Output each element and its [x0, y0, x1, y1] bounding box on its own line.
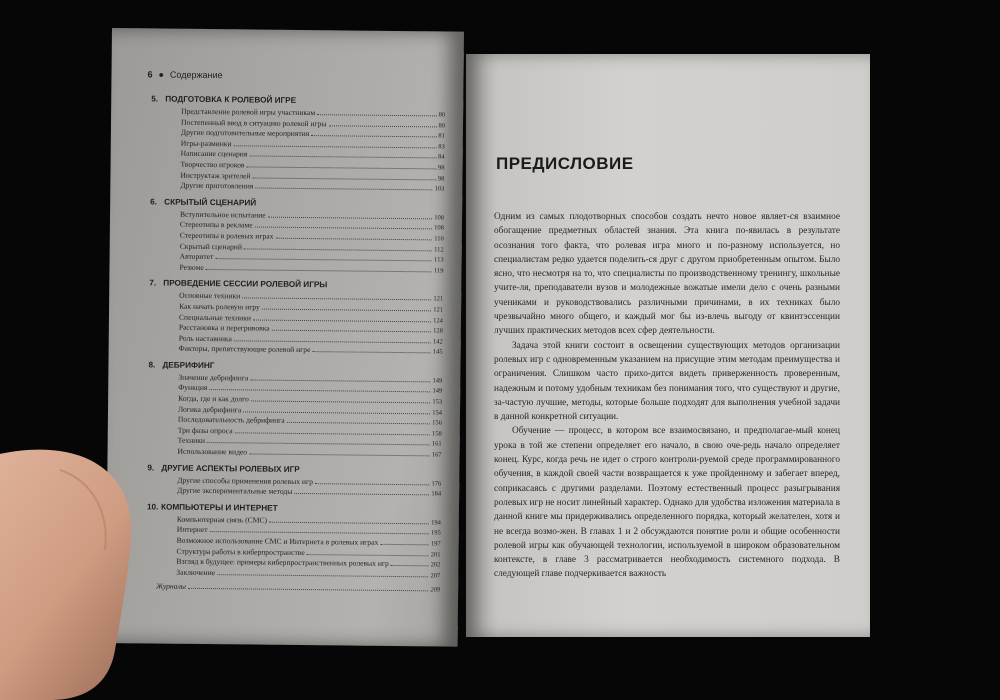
leader-dots	[234, 340, 431, 343]
entry-title: Три фазы опроса	[177, 425, 233, 436]
leader-dots	[242, 298, 431, 301]
entry-title: Стереотипы в ролевых играх	[179, 230, 274, 241]
entry-page: 142	[432, 338, 443, 346]
entry-page: 124	[433, 316, 443, 324]
entry-page: 149	[432, 377, 443, 385]
toc-entry	[146, 567, 440, 581]
chapter-title: ДРУГИЕ АСПЕКТЫ РОЛЕВЫХ ИГР	[161, 463, 300, 474]
preface-heading: ПРЕДИСЛОВИЕ	[496, 154, 634, 173]
toc-entry	[147, 486, 441, 500]
entry-title: Постепенный ввод в ситуацию ролевой игры	[180, 117, 327, 128]
entry-title: Когда, где и как долго	[178, 393, 249, 404]
entry-page: 154	[432, 409, 443, 417]
entry-page: 113	[434, 256, 444, 264]
left-page	[106, 28, 464, 647]
entry-page: 83	[438, 143, 445, 151]
entry-title: Другие подготовительные мероприятия	[180, 127, 310, 139]
leader-dots	[250, 379, 430, 382]
entry-title: Инструктаж зрителей	[180, 170, 251, 181]
leader-dots	[234, 145, 437, 148]
preface-body	[494, 210, 840, 582]
hand-image	[0, 440, 140, 700]
right-page	[466, 54, 870, 637]
entry-title: Расстановка и перегривовка	[178, 322, 270, 333]
chapter-number: 8.	[148, 360, 156, 370]
entry-title: Стереотипы в рекламе	[179, 220, 253, 230]
leader-dots	[380, 544, 429, 546]
leader-dots	[255, 227, 433, 230]
entry-title: Компьютерная связь (СМС)	[176, 514, 268, 525]
running-head	[147, 69, 222, 80]
leader-dots	[307, 554, 429, 556]
leader-dots	[391, 565, 429, 566]
leader-dots	[217, 574, 429, 577]
journal-title: Журналы	[156, 581, 187, 592]
entry-title: Использование видео	[177, 446, 248, 457]
leader-dots	[253, 177, 436, 180]
bullet-icon: ●	[158, 69, 165, 80]
chapter-number: 10.	[146, 502, 159, 512]
entry-page: 201	[430, 550, 441, 559]
entry-title: Другие способы применения ролевых игр	[177, 475, 313, 486]
toc-entry	[148, 446, 442, 460]
running-head-title: Содержание	[169, 69, 223, 81]
entry-title: Интернет	[176, 525, 208, 535]
entry-title: Взгляд в будущее: примеры киберпространственных ролевых игр	[176, 556, 389, 569]
leader-dots	[255, 188, 432, 191]
leader-dots	[249, 453, 430, 456]
toc-entry	[149, 344, 443, 358]
leader-dots	[269, 521, 429, 524]
entry-page: 207	[430, 572, 441, 580]
leader-dots	[207, 442, 430, 445]
entry-page: 149	[432, 387, 443, 395]
entry-page: 184	[431, 490, 442, 498]
paragraph: Задача этой книги состоит в освещении существующих методов организации ролевых игр с одновременным указанием на присущие этим методам преимущества и ограничения. Слишком часто прихо-дится видеть приверженность проверенным, надежным и потому удобным техникам без понимания того, что существуют и другие, за-частую лучшие, методы, которые больше подходят для выполнения учебной задачи в данной конкретной ситуации.	[494, 340, 840, 423]
entry-page: 158	[431, 430, 442, 438]
entry-page: 156	[432, 419, 442, 427]
entry-page: 197	[430, 540, 441, 548]
leader-dots	[243, 411, 430, 414]
journal-page: 209	[430, 586, 441, 594]
leader-dots	[188, 588, 428, 592]
entry-page: 195	[430, 529, 441, 537]
entry-title: Скрытый сценарий	[179, 241, 242, 251]
entry-page: 128	[433, 327, 443, 335]
entry-title: Заключение	[176, 567, 216, 577]
entry-title: Функция	[178, 383, 208, 393]
entry-title: Факторы, препятствующие ролевой игре	[178, 343, 311, 355]
chapter-number: 5.	[151, 94, 159, 104]
chapter-number: 9.	[147, 463, 155, 473]
entry-page: 112	[434, 245, 444, 254]
entry-title: Как начать ролевую игру	[179, 301, 260, 312]
paragraph: Обучение — процесс, в котором все взаимосвязано, и предполагае-мый конец урока в той же степени определяет его начало, в свою оче-редь начало определяет конец. Курс, когда речь не идет о строго контроли-руемой среде программированного обучения, в каждой своей части возвращается к уже пройденному и забегает вперед, соприкасаясь с другими разделами. Поэтому естественный процесс разыгрывания ролевых игр не носит линейный характер. Однако для удобства изложения материала в данной книге мы придерживались определенного порядка, который желателен, хотя и не всегда возмо-жен. В главах 1 и 2 обсуждаются понятие роли и общие особенности ролевой игры как обучающей технологии, используемой в широком образовательном контексте, в главе 3 рассматривается необходимость системного подхода. В следующей главе подчеркивается важность	[494, 426, 840, 580]
entry-page: 81	[438, 132, 445, 140]
entry-page: 121	[433, 306, 444, 314]
chapter-title: ДЕБРИФИНГ	[162, 360, 215, 370]
paragraph: Одним из самых плодотворных способов создать нечто новое являет-ся взаимное обогащение предметных областей знания. Эта книга по-явилась в результате осознания того факта, что ролевая игра много и по-разному используется, но специалистам редко удается поделить-ся друг с другом приобретенным опытом. Было ясно, что несмотря на то, что специалисты по производственному тренингу, школьные учите-ля, преподаватели вузов и молодежные вожатые имели дело с очень разными учениками и руководствовались различными причинами, в их техниках было чрезвычайно много общего, и каждый мог бы из-влечь выгоду от квинтэссенции лучших практических методов всех сфер деятельности.	[494, 212, 840, 337]
entry-title: Специальные техники	[178, 312, 252, 322]
entry-page: 108	[434, 214, 445, 222]
entry-title: Другие экспериментальные методы	[177, 485, 293, 497]
entry-title: Возможное использование СМС и Интернета в ролевых играх	[176, 535, 379, 547]
entry-title: Последовательность дебрифинга	[177, 414, 285, 426]
entry-title: Творчество игроков	[180, 159, 245, 170]
entry-title: Авторитет	[179, 251, 214, 262]
chapter-title: ПОДГОТОВКА К РОЛЕВОЙ ИГРЕ	[165, 94, 297, 105]
leader-dots	[249, 156, 436, 159]
entry-title: Основные техники	[179, 291, 241, 301]
entry-title: Игры-разминки	[180, 138, 232, 149]
leader-dots	[206, 269, 432, 272]
entry-page: 98	[438, 164, 445, 172]
leader-dots	[268, 216, 433, 219]
entry-page: 119	[433, 267, 444, 275]
leader-dots	[311, 135, 436, 137]
leader-dots	[215, 258, 432, 261]
leader-dots	[209, 390, 430, 393]
chapter-number: 6.	[150, 197, 158, 207]
entry-page: 194	[431, 519, 441, 527]
leader-dots	[244, 248, 432, 251]
page-number: 6	[147, 69, 153, 80]
chapter-title: СКРЫТЫЙ СЦЕНАРИЙ	[164, 197, 257, 208]
entry-title: Техники	[177, 436, 206, 446]
entry-title: Представление ролевой игры участникам	[181, 106, 316, 118]
leader-dots	[251, 401, 431, 404]
toc-entry	[149, 262, 443, 276]
leader-dots	[329, 125, 437, 127]
leader-dots	[287, 422, 430, 425]
entry-title: Написание сценария	[180, 149, 248, 159]
entry-page: 202	[430, 561, 441, 569]
leader-dots	[294, 493, 429, 495]
entry-page: 167	[431, 451, 442, 459]
leader-dots	[312, 351, 430, 353]
entry-title: Логика дебрифинга	[177, 404, 242, 415]
entry-page: 110	[434, 235, 444, 243]
chapter-number: 7.	[149, 278, 157, 288]
entry-title: Вступительное испытание	[180, 209, 266, 220]
leader-dots	[272, 330, 431, 333]
leader-dots	[262, 308, 432, 311]
leader-dots	[275, 238, 432, 241]
chapter-title: ПРОВЕДЕНИЕ СЕССИИ РОЛЕВОЙ ИГРЫ	[163, 278, 328, 290]
toc-entry	[150, 181, 444, 195]
entry-title: Значение дебрифинга	[178, 372, 249, 383]
entry-page: 161	[431, 440, 442, 448]
leader-dots	[210, 531, 429, 534]
entry-page: 145	[432, 348, 443, 356]
leader-dots	[235, 432, 430, 435]
entry-page: 103	[434, 185, 445, 193]
entry-page: 153	[432, 398, 443, 406]
entry-page: 121	[433, 295, 444, 303]
leader-dots	[315, 483, 430, 485]
table-of-contents	[146, 88, 445, 595]
toc-journal	[146, 582, 440, 596]
chapter-title: КОМПЬЮТЕРЫ И ИНТЕРНЕТ	[160, 502, 278, 513]
entry-page: 108	[434, 224, 444, 232]
entry-page: 84	[438, 153, 445, 161]
entry-page: 98	[437, 174, 445, 183]
leader-dots	[317, 114, 436, 116]
entry-title: Роль наставника	[178, 333, 232, 343]
entry-page: 80	[438, 122, 446, 130]
entry-title: Резюме	[179, 262, 204, 272]
leader-dots	[253, 319, 431, 322]
entry-page: 176	[431, 479, 442, 488]
leader-dots	[247, 166, 437, 169]
entry-title: Структура работы в киберпространстве	[176, 546, 305, 557]
entry-page: 80	[438, 111, 446, 119]
entry-title: Другие приготовления	[180, 180, 254, 191]
